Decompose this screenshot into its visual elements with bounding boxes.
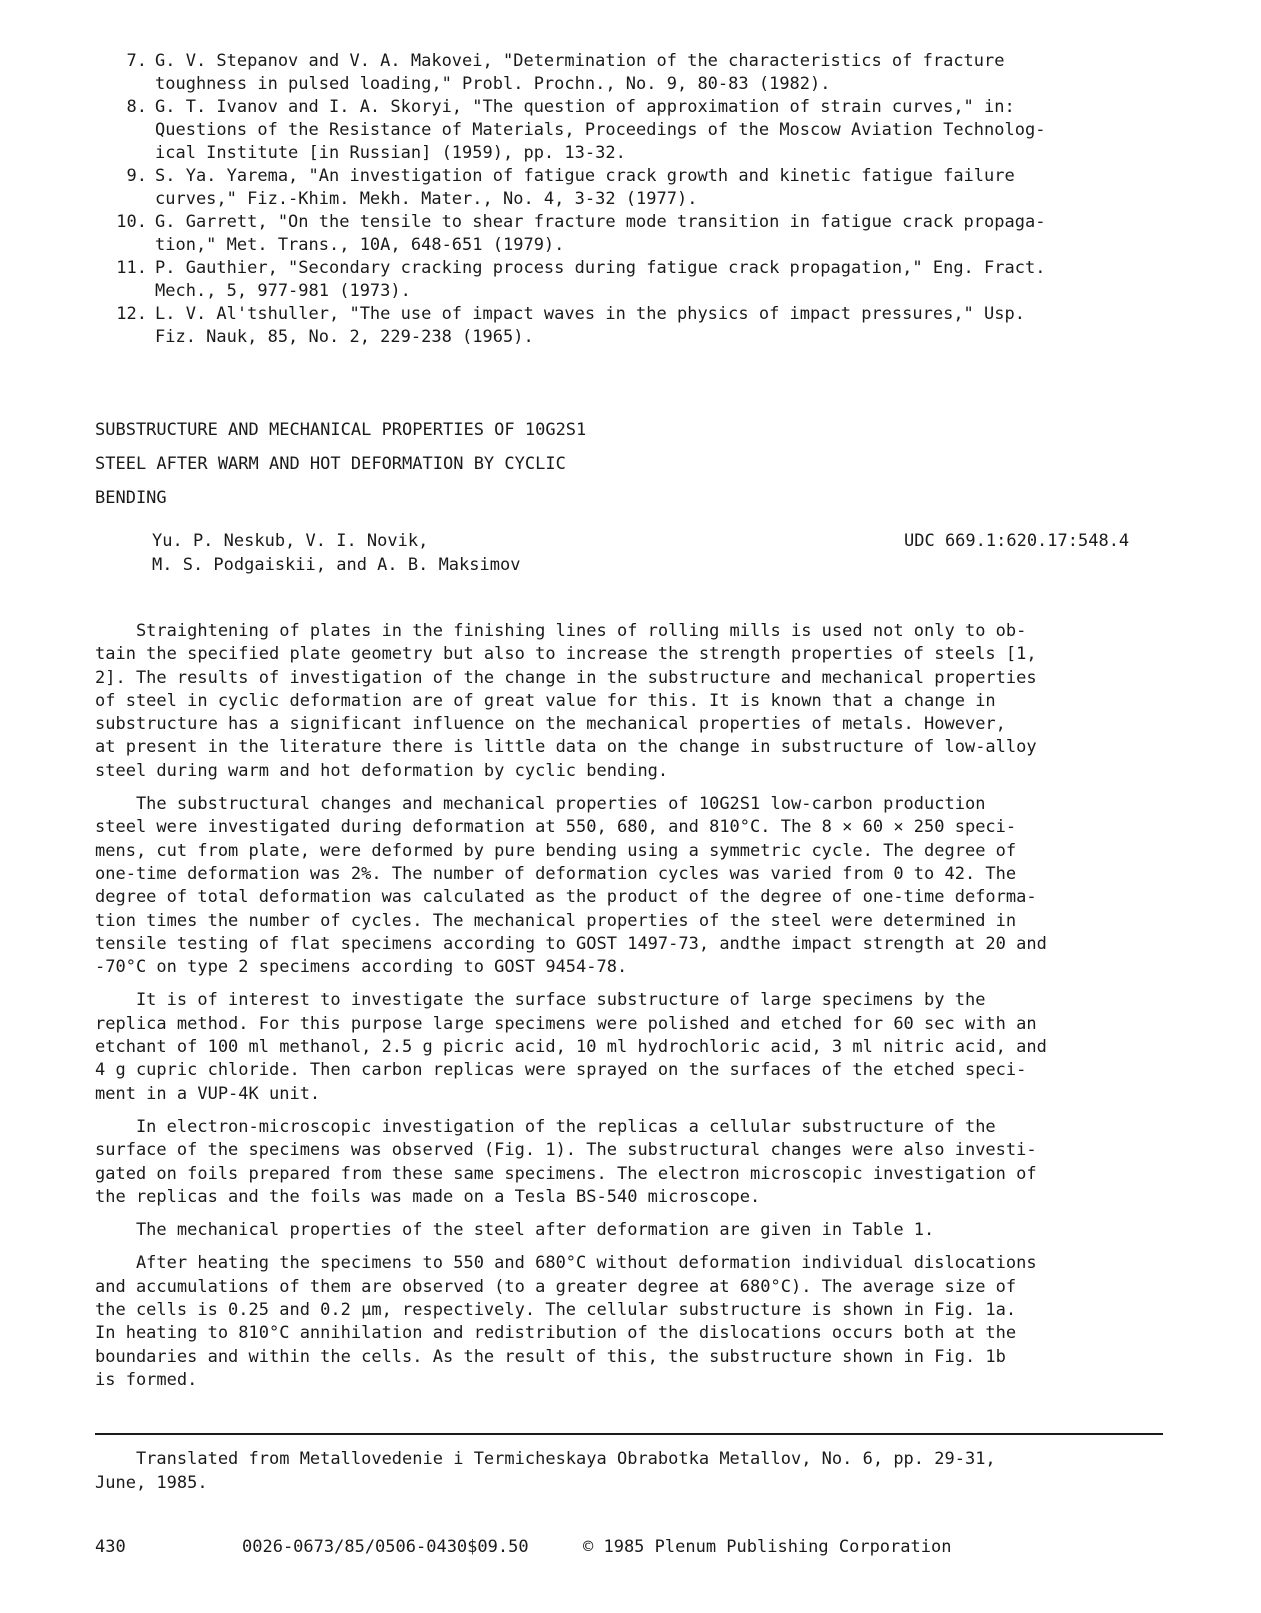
reference-number: 10. bbox=[116, 212, 147, 232]
title-line: BENDING bbox=[95, 488, 167, 508]
article-body bbox=[95, 620, 1175, 1402]
paragraph bbox=[95, 1219, 1175, 1242]
reference-number: 8. bbox=[126, 97, 147, 117]
reference-line: G. V. Stepanov and V. A. Makovei, "Determination of the characteristics of fracture bbox=[155, 51, 1005, 71]
text-line: substructure has a significant influence on the mechanical properties of metals. However, bbox=[95, 714, 1006, 735]
reference-line: Fiz. Nauk, 85, No. 2, 229-238 (1965). bbox=[155, 327, 534, 347]
text-line: is formed. bbox=[95, 1369, 198, 1390]
reference-number: 11. bbox=[116, 258, 147, 278]
copyright: © 1985 Plenum Publishing Corporation bbox=[583, 1537, 952, 1557]
reference-item bbox=[95, 50, 1175, 96]
text-line: The mechanical properties of the steel after deformation are given in Table 1. bbox=[95, 1220, 935, 1241]
text-line: the replicas and the foils was made on a Tesla BS-540 microscope. bbox=[95, 1186, 761, 1207]
text-line: one-time deformation was 2%. The number of deformation cycles was varied from 0 to 42. The bbox=[95, 863, 1017, 884]
reference-line: curves," Fiz.-Khim. Mekh. Mater., No. 4, 3-32 (1977). bbox=[155, 189, 698, 209]
reference-text bbox=[155, 96, 1175, 165]
page-number: 430 bbox=[95, 1537, 126, 1557]
text-line: Straightening of plates in the finishing lines of rolling mills is used not only to ob- bbox=[95, 621, 1027, 641]
paragraph bbox=[95, 989, 1175, 1105]
paragraph bbox=[95, 1252, 1175, 1392]
article-title bbox=[95, 413, 795, 515]
text-line: at present in the literature there is little data on the change in substructure of low-alloy bbox=[95, 737, 1037, 758]
text-line: mens, cut from plate, were deformed by pure bending using a symmetric cycle. The degree of bbox=[95, 840, 1017, 861]
article-authors bbox=[152, 529, 520, 577]
footnote-line: Translated from Metallovedenie i Termicheskaya Obrabotka Metallov, No. 6, pp. 29-31, bbox=[95, 1449, 996, 1469]
text-line: tain the specified plate geometry but also to increase the strength properties of steels [1, bbox=[95, 644, 1037, 665]
author-line: Yu. P. Neskub, V. I. Novik, bbox=[152, 531, 429, 551]
text-line: After heating the specimens to 550 and 680°C without deformation individual dislocations bbox=[95, 1253, 1037, 1274]
article-code: 0026-0673/85/0506-0430$09.50 bbox=[242, 1537, 529, 1557]
text-line: 2]. The results of investigation of the change in the substructure and mechanical properties bbox=[95, 667, 1037, 688]
translation-footnote bbox=[95, 1447, 996, 1495]
reference-line: S. Ya. Yarema, "An investigation of fatigue crack growth and kinetic fatigue failure bbox=[155, 166, 1015, 186]
reference-line: ical Institute [in Russian] (1959), pp. 13-32. bbox=[155, 143, 626, 163]
reference-text bbox=[155, 303, 1175, 349]
text-line: surface of the specimens was observed (Fig. 1). The substructural changes were also investi- bbox=[95, 1140, 1037, 1161]
text-line: boundaries and within the cells. As the result of this, the substructure shown in Fig. 1b bbox=[95, 1346, 1006, 1367]
reference-text bbox=[155, 257, 1175, 303]
reference-line: P. Gauthier, "Secondary cracking process during fatigue crack propagation," Eng. Fract. bbox=[155, 258, 1046, 278]
text-line: -70°C on type 2 specimens according to GOST 9454-78. bbox=[95, 957, 628, 978]
reference-text bbox=[155, 50, 1175, 96]
reference-line: L. V. Al'tshuller, "The use of impact waves in the physics of impact pressures," Usp. bbox=[155, 304, 1025, 324]
text-line: replica method. For this purpose large specimens were polished and etched for 60 sec with an bbox=[95, 1013, 1037, 1034]
title-line: SUBSTRUCTURE AND MECHANICAL PROPERTIES OF 10G2S1 bbox=[95, 420, 587, 440]
text-line: tion times the number of cycles. The mechanical properties of the steel were determined in bbox=[95, 910, 1017, 931]
reference-line: tion," Met. Trans., 10A, 648-651 (1979). bbox=[155, 235, 565, 255]
reference-number: 7. bbox=[126, 51, 147, 71]
paragraph bbox=[95, 1116, 1175, 1209]
reference-item bbox=[95, 165, 1175, 211]
paragraph bbox=[95, 793, 1175, 979]
text-line: steel were investigated during deformation at 550, 680, and 810°C. The 8 × 60 × 250 speci- bbox=[95, 817, 1017, 838]
text-line: etchant of 100 ml methanol, 2.5 g picric acid, 10 ml hydrochloric acid, 3 ml nitric acid, and bbox=[95, 1037, 1047, 1058]
text-line: It is of interest to investigate the surface substructure of large specimens by the bbox=[95, 990, 986, 1011]
reference-line: Mech., 5, 977-981 (1973). bbox=[155, 281, 411, 301]
text-line: degree of total deformation was calculated as the product of the degree of one-time deforma- bbox=[95, 887, 1037, 908]
text-line: steel during warm and hot deformation by cyclic bending. bbox=[95, 760, 669, 781]
paragraph bbox=[95, 620, 1175, 783]
reference-item bbox=[95, 257, 1175, 303]
title-line: STEEL AFTER WARM AND HOT DEFORMATION BY CYCLIC bbox=[95, 454, 566, 474]
author-line: M. S. Podgaiskii, and A. B. Maksimov bbox=[152, 555, 521, 575]
reference-line: G. T. Ivanov and I. A. Skoryi, "The question of approximation of strain curves," in: bbox=[155, 97, 1015, 117]
reference-text bbox=[155, 211, 1175, 257]
reference-item bbox=[95, 303, 1175, 349]
udc-code: UDC 669.1:620.17:548.4 bbox=[904, 531, 1130, 551]
footnote-divider bbox=[95, 1433, 1163, 1435]
reference-item bbox=[95, 211, 1175, 257]
text-line: The substructural changes and mechanical properties of 10G2S1 low-carbon production bbox=[95, 794, 986, 815]
reference-line: Questions of the Resistance of Materials, Proceedings of the Moscow Aviation Technolog- bbox=[155, 120, 1046, 140]
reference-list bbox=[95, 50, 1175, 349]
reference-number: 9. bbox=[126, 166, 147, 186]
footnote-line: June, 1985. bbox=[95, 1473, 208, 1493]
reference-line: toughness in pulsed loading," Probl. Prochn., No. 9, 80-83 (1982). bbox=[155, 74, 831, 94]
text-line: ment in a VUP-4K unit. bbox=[95, 1083, 321, 1104]
text-line: tensile testing of flat specimens according to GOST 1497-73, andthe impact strength at 20 and bbox=[95, 933, 1047, 954]
reference-number: 12. bbox=[116, 304, 147, 324]
reference-text bbox=[155, 165, 1175, 211]
text-line: In heating to 810°C annihilation and redistribution of the dislocations occurs both at the bbox=[95, 1323, 1017, 1344]
text-line: gated on foils prepared from these same specimens. The electron microscopic investigation of bbox=[95, 1163, 1037, 1184]
reference-line: G. Garrett, "On the tensile to shear fracture mode transition in fatigue crack propaga- bbox=[155, 212, 1046, 232]
text-line: In electron-microscopic investigation of the replicas a cellular substructure of the bbox=[95, 1116, 996, 1137]
text-line: 4 g cupric chloride. Then carbon replicas were sprayed on the surfaces of the etched speci- bbox=[95, 1060, 1027, 1081]
text-line: and accumulations of them are observed (to a greater degree at 680°C). The average size of bbox=[95, 1276, 1017, 1297]
text-line: of steel in cyclic deformation are of great value for this. It is known that a change in bbox=[95, 690, 996, 711]
reference-item bbox=[95, 96, 1175, 165]
text-line: the cells is 0.25 and 0.2 μm, respectively. The cellular substructure is shown in Fig. 1a. bbox=[95, 1300, 1017, 1321]
